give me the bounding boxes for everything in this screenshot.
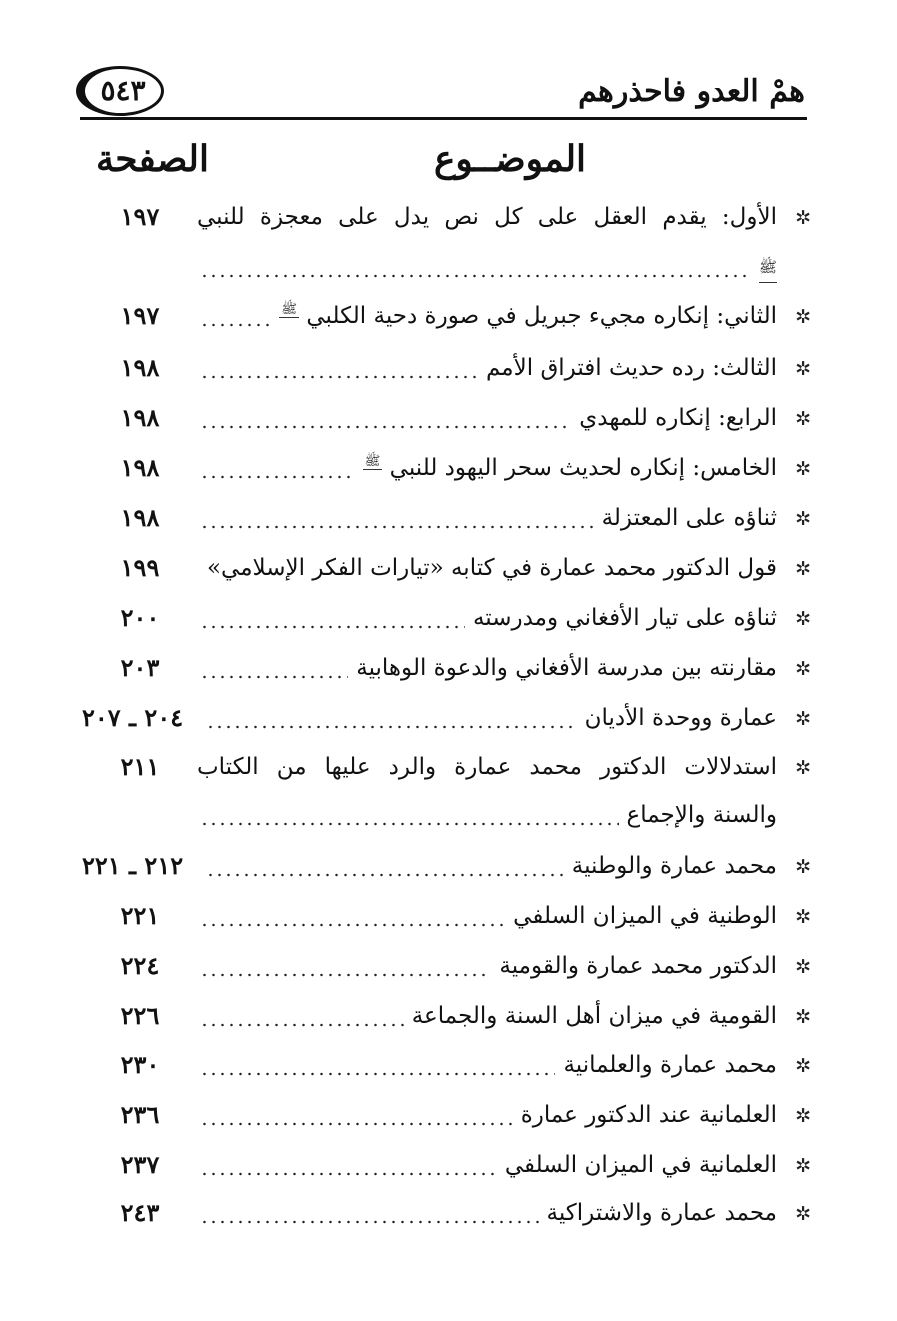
- dotted-leader: [200, 475, 355, 479]
- toc-entry-title: ثناؤه على تيار الأفغاني ومدرسته: [472, 605, 777, 631]
- bullet-star-icon: ✲: [795, 856, 811, 878]
- toc-page-number: ٢٣٧: [120, 1150, 160, 1179]
- toc-entry-title: استدلالات الدكتور محمد عمارة والرد عليها من الكتاب: [197, 754, 777, 780]
- toc-entry-title: العلمانية في الميزان السلفي: [504, 1152, 777, 1178]
- bullet-star-icon: ✲: [795, 658, 811, 680]
- dotted-leader: [200, 525, 594, 529]
- toc-entry-title: محمد عمارة والاشتراكية: [546, 1200, 777, 1226]
- toc-page-number: ٢٣٦: [120, 1100, 160, 1129]
- bullet-star-icon: ✲: [795, 956, 811, 978]
- bullet-star-icon: ✲: [795, 906, 811, 928]
- bullet-star-icon: ✲: [795, 1203, 811, 1225]
- dotted-leader: [200, 1220, 539, 1224]
- dotted-leader: [200, 323, 271, 327]
- page-number: ٥٤٣: [100, 74, 146, 107]
- toc-page-number: ٢١١: [120, 752, 160, 781]
- toc-page-number: ٢٠٤ ـ ٢٠٧: [82, 703, 184, 732]
- bullet-star-icon: ✲: [795, 358, 811, 380]
- header-rule: [80, 117, 807, 120]
- dotted-leader: [200, 625, 465, 629]
- toc-entry-continuation: ﷺ: [759, 252, 777, 283]
- dotted-leader: [200, 274, 751, 278]
- bullet-star-icon: ✲: [795, 708, 811, 730]
- toc-entry-title: الثالث: رده حديث افتراق الأمم: [486, 355, 777, 381]
- toc-page-number: ٢١٢ ـ ٢٢١: [82, 851, 184, 880]
- toc-page-number: ٢٣٠: [120, 1050, 160, 1079]
- toc-page-number: ١٩٨: [120, 403, 160, 432]
- dotted-leader: [200, 1172, 497, 1176]
- toc-entry-continuation: والسنة والإجماع: [626, 802, 777, 828]
- bullet-star-icon: ✲: [795, 408, 811, 430]
- bullet-star-icon: ✲: [795, 1006, 811, 1028]
- toc-entry-title: الأول: يقدم العقل على كل نص يدل على معجزة للنبي: [197, 204, 777, 230]
- toc-entry-title: محمد عمارة والوطنية: [571, 853, 777, 879]
- bullet-star-icon: ✲: [795, 508, 811, 530]
- bullet-star-icon: ✲: [795, 757, 811, 779]
- honorific-glyph: ﷺ: [364, 454, 381, 469]
- toc-entry-title: الثاني: إنكاره مجيء جبريل في صورة دحية الكلبي ﷺ: [281, 302, 777, 329]
- dotted-leader: [206, 873, 564, 877]
- toc-entry-title: القومية في ميزان أهل السنة والجماعة: [411, 1003, 777, 1029]
- toc-entry-title: العلمانية عند الدكتور عمارة: [520, 1102, 777, 1128]
- column-heading-topic: الموضــوع: [433, 138, 587, 180]
- toc-page-number: ٢٤٣: [120, 1198, 160, 1227]
- dotted-leader: [200, 375, 478, 379]
- dotted-leader: [200, 973, 491, 977]
- dotted-leader: [200, 923, 505, 927]
- dotted-leader: [200, 1072, 555, 1076]
- toc-entry-title: مقارنته بين مدرسة الأفغاني والدعوة الوهابية: [356, 655, 777, 681]
- toc-page-number: ٢٠٣: [120, 653, 160, 682]
- honorific-glyph: ﷺ: [281, 302, 298, 317]
- bullet-star-icon: ✲: [795, 608, 811, 630]
- toc-page-number: ٢٢٤: [120, 951, 160, 980]
- toc-entry-title: الخامس: إنكاره لحديث سحر اليهود للنبي ﷺ: [364, 454, 777, 481]
- toc-page-number: ٢٢١: [120, 901, 160, 930]
- bullet-star-icon: ✲: [795, 1105, 811, 1127]
- toc-entry-title: الرابع: إنكاره للمهدي: [579, 405, 777, 431]
- toc-page-number: ٢٢٦: [120, 1001, 160, 1030]
- dotted-leader: [206, 725, 577, 729]
- toc-page-number: ١٩٧: [120, 301, 160, 330]
- dotted-leader: [200, 425, 571, 429]
- bullet-star-icon: ✲: [795, 558, 811, 580]
- toc-page-number: ١٩٩: [120, 553, 160, 582]
- dotted-leader: [200, 675, 348, 679]
- bullet-star-icon: ✲: [795, 1055, 811, 1077]
- dotted-leader: [200, 1122, 513, 1126]
- bullet-star-icon: ✲: [795, 1155, 811, 1177]
- dotted-leader: [200, 1023, 404, 1027]
- toc-entry-title: الدكتور محمد عمارة والقومية: [499, 953, 777, 979]
- toc-page-number: ٢٠٠: [120, 603, 160, 632]
- toc-page-number: ١٩٧: [120, 202, 160, 231]
- bullet-star-icon: ✲: [795, 207, 811, 229]
- page-number-badge: [76, 66, 164, 116]
- toc-entry-title: ثناؤه على المعتزلة: [601, 505, 777, 531]
- toc-page-number: ١٩٨: [120, 503, 160, 532]
- column-heading-page: الصفحة: [96, 138, 209, 180]
- toc-entry-title: قول الدكتور محمد عمارة في كتابه «تيارات الفكر الإسلامي»: [206, 555, 777, 581]
- toc-page-number: ١٩٨: [120, 353, 160, 382]
- book-title: همْ العدو فاحذرهم: [578, 74, 805, 109]
- bullet-star-icon: ✲: [795, 458, 811, 480]
- bullet-star-icon: ✲: [795, 306, 811, 328]
- toc-entry-title: محمد عمارة والعلمانية: [563, 1052, 777, 1078]
- toc-entry-title: عمارة ووحدة الأديان: [584, 705, 777, 731]
- toc-entry-title: الوطنية في الميزان السلفي: [513, 903, 777, 929]
- toc-page-number: ١٩٨: [120, 453, 160, 482]
- dotted-leader: [200, 822, 619, 826]
